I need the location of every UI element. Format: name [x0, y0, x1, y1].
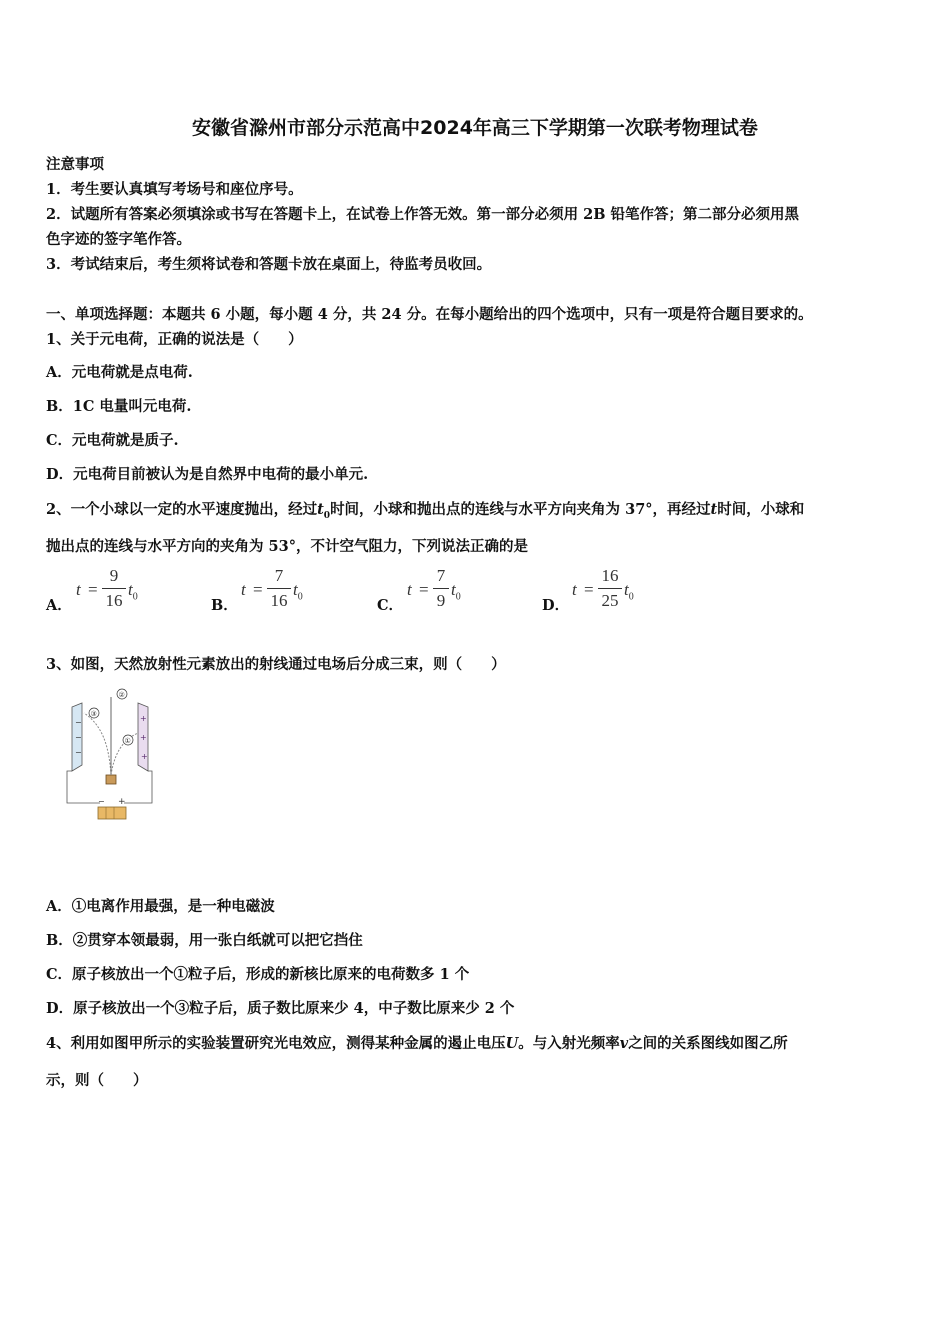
- question-2-stem-line2: 抛出点的连线与水平方向的夹角为 53°，不计空气阻力，下列说法正确的是: [46, 538, 528, 555]
- formula-t0-var: t: [451, 580, 456, 599]
- fraction-numerator: 7: [274, 566, 284, 585]
- plate-sign: +: [140, 714, 147, 723]
- formula-t0: [128, 580, 138, 602]
- beam-3: [84, 713, 111, 775]
- fraction-denominator: 16: [105, 591, 123, 610]
- q3-option-c: C．原子核放出一个①粒子后，形成的新核比原来的电荷数多 1 个: [46, 966, 470, 983]
- q1-option-d: D．元电荷目前被认为是自然界中电荷的最小单元.: [46, 466, 369, 483]
- fraction-numerator: 7: [436, 566, 446, 585]
- q3-option-d: D．原子核放出一个③粒子后，质子数比原来少 4，中子数比原来少 2 个: [46, 1000, 515, 1017]
- question-3-stem: 3、如图，天然放射性元素放出的射线通过电场后分成三束，则（ ）: [46, 656, 506, 673]
- formula-t0-sub: 0: [132, 591, 138, 603]
- question-4-stem-line1: [46, 1032, 906, 1053]
- q4-var-v: v: [619, 1035, 629, 1052]
- formula-t0: [624, 580, 634, 602]
- battery: [98, 807, 126, 819]
- formula-t0-var: t: [624, 580, 629, 599]
- plate-sign: +: [141, 752, 148, 761]
- formula-var: t: [76, 580, 81, 599]
- q2-var-t0-sub: 0: [323, 510, 331, 521]
- q2-text: 时间，小球和抛出点的连线与水平方向夹角为 37°，再经过: [330, 501, 711, 518]
- battery-sign: +: [118, 797, 126, 807]
- formula-eq: =: [584, 580, 594, 599]
- beam-label-1: ①: [124, 737, 131, 745]
- fraction-numerator: 16: [601, 566, 619, 585]
- q1-option-a: A．元电荷就是点电荷.: [46, 364, 193, 381]
- q4-text: 。与入射光频率: [518, 1035, 620, 1052]
- beam-label-3: ③: [90, 710, 97, 718]
- fraction-bar: [267, 588, 291, 589]
- formula-var: t: [572, 580, 577, 599]
- formula-var: t: [241, 580, 246, 599]
- notice-item: 1．考生要认真填写考场号和座位序号。: [46, 181, 303, 198]
- plate-sign: −: [75, 718, 82, 727]
- formula-eq: =: [419, 580, 429, 599]
- formula-eq: =: [253, 580, 263, 599]
- q2-text: 2、一个小球以一定的水平速度抛出，经过: [46, 501, 318, 518]
- wire-left: [67, 771, 100, 803]
- battery-sign: −: [98, 797, 105, 806]
- question-4-stem-line2: 示，则（ ）: [46, 1072, 148, 1089]
- q2-text: 时间，小球和: [717, 501, 805, 518]
- option-label: D．: [542, 597, 570, 614]
- formula-t0: [451, 580, 461, 602]
- notice-heading: 注意事项: [46, 156, 104, 173]
- q1-option-c: C．元电荷就是质子.: [46, 432, 179, 449]
- formula-eq: =: [88, 580, 98, 599]
- fraction-bar: [598, 588, 622, 589]
- wire-right: [124, 771, 152, 803]
- fraction-denominator: 16: [270, 591, 288, 610]
- page-title: 安徽省滁州市部分示范高中2024年高三下学期第一次联考物理试卷: [192, 117, 758, 139]
- formula-t0: [293, 580, 303, 602]
- notice-item: 2．试题所有答案必须填涂或书写在答题卡上，在试卷上作答无效。第一部分必须用 2B 铅笔作答；第二部分必须用黑: [46, 206, 800, 223]
- option-label: B．: [211, 597, 238, 614]
- radiation-field-figure: [62, 685, 162, 830]
- formula-t0-sub: 0: [297, 591, 303, 603]
- q3-option-a: A．①电离作用最强，是一种电磁波: [46, 898, 275, 915]
- q4-text: 之间的关系图线如图乙所: [628, 1035, 788, 1052]
- option-label: A．: [46, 597, 72, 614]
- q4-var-u: U: [505, 1035, 519, 1052]
- notice-item: 3．考试结束后，考生须将试卷和答题卡放在桌面上，待监考员收回。: [46, 256, 492, 273]
- formula-t0-var: t: [293, 580, 298, 599]
- plate-sign: +: [140, 733, 147, 742]
- option-label: C．: [377, 597, 404, 614]
- fraction-bar: [433, 588, 449, 589]
- formula-t0-sub: 0: [628, 591, 634, 603]
- q3-option-b: B．②贯穿本领最弱，用一张白纸就可以把它挡住: [46, 932, 363, 949]
- formula-t0-var: t: [128, 580, 133, 599]
- formula-var: t: [407, 580, 412, 599]
- q4-text: 4、利用如图甲所示的实验装置研究光电效应，测得某种金属的遏止电压: [46, 1035, 506, 1052]
- fraction-denominator: 25: [601, 591, 619, 610]
- beam-label-2: ②: [118, 691, 125, 699]
- question-1-stem: 1、关于元电荷，正确的说法是（ ）: [46, 331, 303, 348]
- notice-item: 色字迹的签字笔作答。: [46, 231, 191, 248]
- fraction-denominator: 9: [436, 591, 446, 610]
- section-heading: 一、单项选择题：本题共 6 小题，每小题 4 分，共 24 分。在每小题给出的四个选项中，只有一项是符合题目要求的。: [46, 306, 813, 323]
- q2-var-t0: t: [317, 501, 324, 518]
- plate-sign: −: [75, 733, 82, 742]
- fraction-numerator: 9: [109, 566, 119, 585]
- q2-var-t: t: [710, 501, 718, 518]
- formula-t0-sub: 0: [455, 591, 461, 603]
- q1-option-b: B．1C 电量叫元电荷.: [46, 398, 192, 415]
- fraction-bar: [102, 588, 126, 589]
- radioactive-source: [106, 775, 116, 784]
- plate-sign: −: [75, 748, 82, 757]
- question-2-stem-line1: [46, 498, 804, 521]
